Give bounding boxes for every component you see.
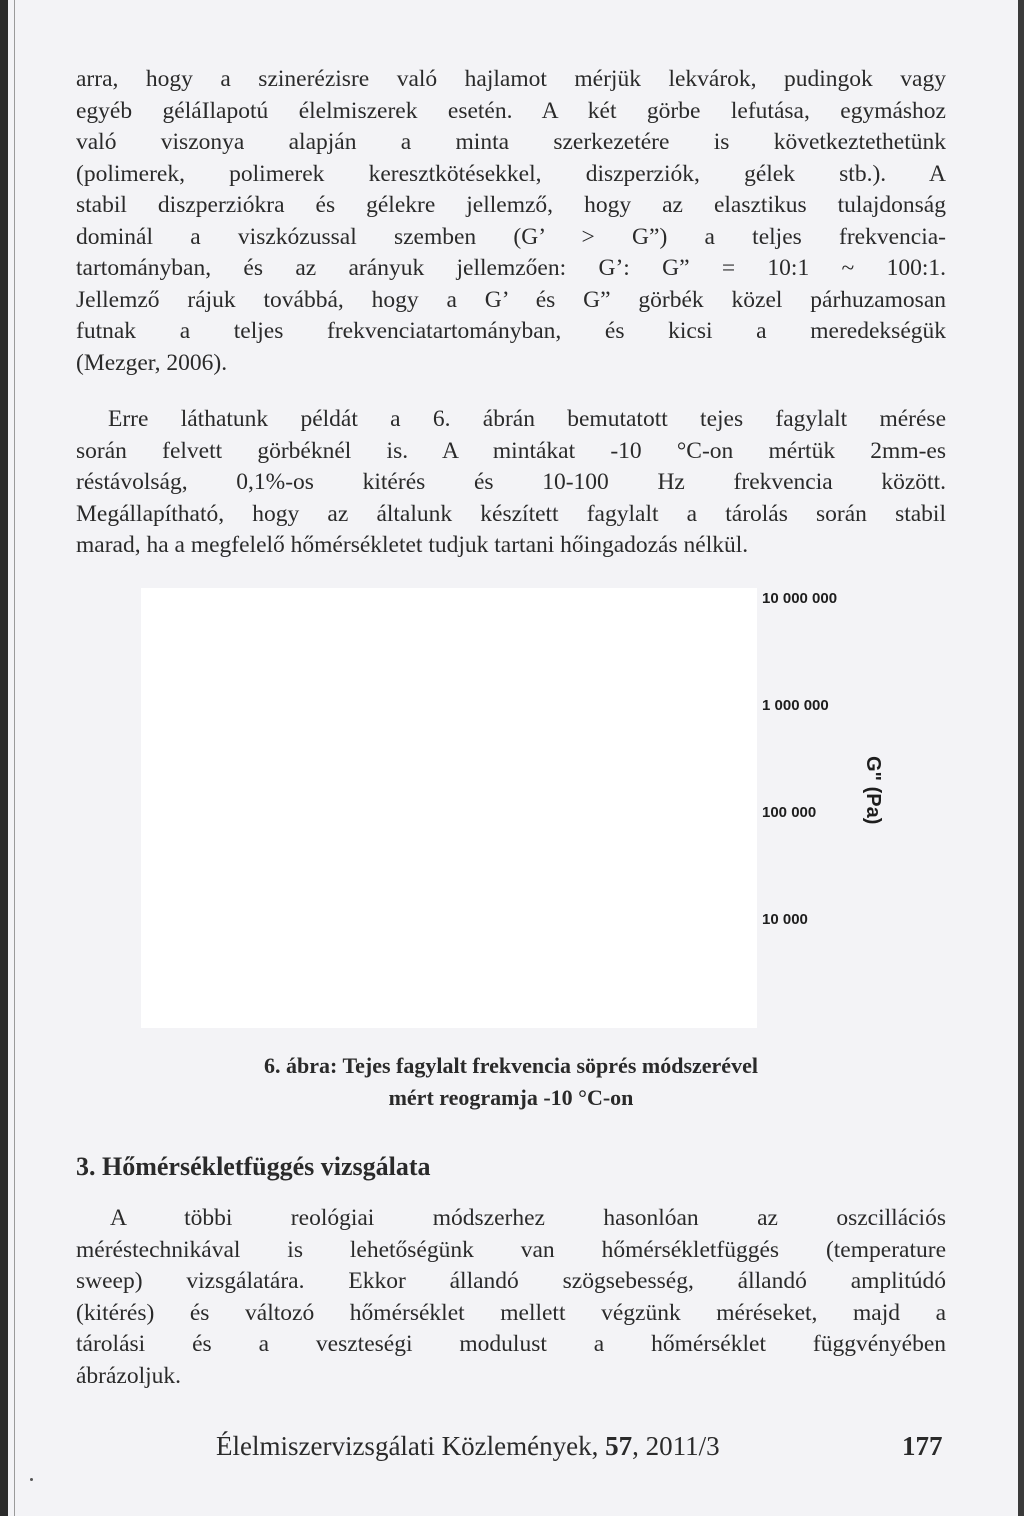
section-paragraph-line: A többi reológiai módszerhez hasonlóan az oszcillációs xyxy=(110,1205,946,1231)
paragraph-1 xyxy=(76,64,946,379)
paragraph-1-line: tartományban, és az arányuk jellemzően: G’: G” = 10:1 ~ 100:1. xyxy=(76,255,946,281)
page-edge-shadow xyxy=(0,0,8,1516)
journal-volume: 57 xyxy=(605,1431,633,1461)
paragraph-1-line: (polimerek, polimerek keresztkötésekkel, diszperziók, gélek stb.). A xyxy=(76,160,946,187)
paragraph-1-line: futnak a teljes frekvenciatartományban, és kicsi a meredekségük xyxy=(76,318,946,344)
paragraph-2-line: Erre láthatunk példát a 6. ábrán bemutatott tejes fagylalt mérése xyxy=(108,406,946,432)
paragraph-1-line: való viszonya alapján a minta szerkezetére is következtethetünk xyxy=(76,129,946,155)
paragraph-1-line: (Mezger, 2006). xyxy=(76,349,228,376)
axis-tick-label: 10 000 000 xyxy=(762,590,838,607)
scan-speck xyxy=(30,1478,33,1481)
figure-caption-line-1: 6. ábra: Tejes fagylalt frekvencia söprés módszerével xyxy=(264,1053,758,1078)
journal-name: Élelmiszervizsgálati Közlemények, xyxy=(216,1431,606,1461)
paragraph-1-line: Jellemző rájuk továbbá, hogy a G’ és G” görbék közel párhuzamosan xyxy=(76,286,946,313)
paragraph-2-line: réstávolság, 0,1%-os kitérés és 10-100 Hz frekvencia között. xyxy=(76,469,946,495)
paragraph-1-line: arra, hogy a szinerézisre való hajlamot mérjük lekvárok, pudingok vagy xyxy=(76,66,946,92)
right-axis-label: G" (Pa) xyxy=(862,756,884,825)
axis-tick-label: 1 000 000 xyxy=(762,697,829,714)
section-paragraph-line: (kitérés) és változó hőmérséklet mellett végzünk méréseket, majd a xyxy=(76,1299,946,1326)
section-paragraph-line: méréstechnikával is lehetőségünk van hőmérsékletfüggés (temperature xyxy=(76,1236,946,1263)
section-paragraph-line: ábrázoljuk. xyxy=(76,1362,182,1389)
journal-issue: , 2011/3 xyxy=(632,1431,720,1461)
figure-6-image-area xyxy=(141,588,757,1028)
journal-citation xyxy=(216,1431,720,1462)
page-right-edge xyxy=(1018,0,1024,1516)
page-number: 177 xyxy=(902,1431,943,1461)
paragraph-2-line: során felvett görbéknél is. A mintákat -10 °C-on mértük 2mm-es xyxy=(76,437,946,464)
paragraph-2-line: marad, ha a megfelelő hőmérsékletet tudjuk tartani hőingadozás nélkül. xyxy=(76,532,749,558)
paragraph-2 xyxy=(76,404,946,562)
section-paragraph-line: tárolási és a veszteségi modulust a hőmérséklet függvényében xyxy=(76,1331,946,1357)
section-paragraph xyxy=(76,1203,946,1392)
axis-tick-label: 100 000 xyxy=(762,804,817,821)
paragraph-1-line: stabil diszperziókra és gélekre jellemző, hogy az elasztikus tulajdonság xyxy=(76,192,946,218)
paragraph-2-line: Megállapítható, hogy az általunk készített fagylalt a tárolás során stabil xyxy=(76,500,946,527)
paragraph-1-line: egyéb géláIlapotú élelmiszerek esetén. A két görbe lefutása, egymáshoz xyxy=(76,97,946,124)
page-edge-line xyxy=(14,0,15,1516)
figure-caption-line-2: mért reogramja -10 °C-on xyxy=(388,1085,634,1110)
axis-tick-label: 10 000 xyxy=(762,911,808,928)
section-heading: 3. Hőmérsékletfüggés vizsgálata xyxy=(76,1152,431,1181)
paragraph-1-line: dominál a viszkózussal szemben (G’ > G”) a teljes frekvencia- xyxy=(76,223,946,250)
section-paragraph-line: sweep) vizsgálatára. Ekkor állandó szögsebesség, állandó amplitúdó xyxy=(76,1268,946,1294)
